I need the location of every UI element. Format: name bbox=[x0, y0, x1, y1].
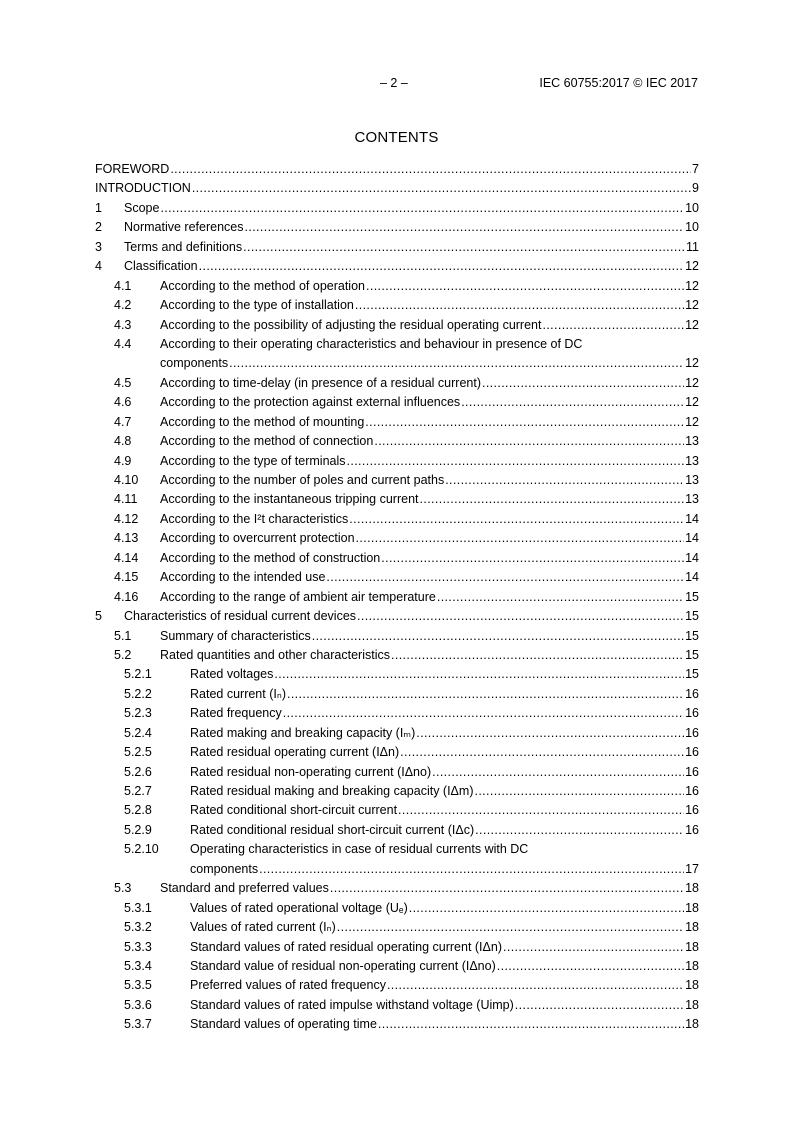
toc-entry-page: 16 bbox=[685, 745, 699, 760]
toc-entry-page: 15 bbox=[685, 628, 699, 643]
toc-entry-title: Normative references bbox=[124, 220, 244, 235]
toc-entry-number: 4.7 bbox=[114, 414, 132, 429]
dot-leader bbox=[312, 627, 684, 646]
toc-entry[interactable] bbox=[95, 277, 699, 296]
toc-entry[interactable] bbox=[95, 646, 699, 665]
dot-leader bbox=[437, 588, 684, 607]
toc-entry-title: Rated residual non-operating current (IΔno) bbox=[190, 764, 432, 779]
toc-entry-title: Preferred values of rated frequency bbox=[190, 978, 386, 993]
toc-entry-title: Rated quantities and other characteristics bbox=[160, 647, 390, 662]
toc-entry-number: 3 bbox=[95, 239, 102, 254]
toc-entry-number: 4.13 bbox=[114, 531, 139, 546]
toc-entry[interactable] bbox=[95, 432, 699, 451]
page-header bbox=[95, 76, 698, 92]
toc-entry-number: 4.14 bbox=[114, 550, 139, 565]
toc-entry-page: 12 bbox=[685, 278, 699, 293]
toc-entry[interactable] bbox=[95, 899, 699, 918]
toc-entry-title: According to the I²t characteristics bbox=[160, 511, 349, 526]
toc-entry-number: 4.2 bbox=[114, 298, 132, 313]
toc-entry-page: 12 bbox=[685, 259, 699, 274]
toc-entry-title: According to time-delay (in presence of a residual current) bbox=[160, 375, 481, 390]
toc-entry-page: 13 bbox=[685, 473, 699, 488]
toc-entry-title: According to the possibility of adjusting the residual operating current bbox=[160, 317, 542, 332]
toc-entry-title: According to the instantaneous tripping current bbox=[160, 492, 419, 507]
toc-entry-title: Rated current (Iₙ) bbox=[190, 686, 286, 701]
toc-entry-title: According to the type of terminals bbox=[160, 453, 346, 468]
toc-entry-title: According to the protection against external influences bbox=[160, 395, 461, 410]
dot-leader bbox=[515, 996, 684, 1015]
toc-entry-page: 12 bbox=[685, 317, 699, 332]
dot-leader bbox=[378, 1015, 684, 1034]
toc-entry-page: 16 bbox=[685, 706, 699, 721]
toc-entry-number: 4.6 bbox=[114, 395, 132, 410]
toc-entry-number: 5.2.3 bbox=[124, 706, 152, 721]
dot-leader bbox=[366, 277, 684, 296]
toc-entry-title: Standard values of rated impulse withstand voltage (Uimp) bbox=[190, 997, 514, 1012]
toc-entry-number: 4.8 bbox=[114, 434, 132, 449]
dot-leader bbox=[199, 257, 684, 276]
dot-leader bbox=[420, 490, 685, 509]
toc-entry-title: Standard values of operating time bbox=[190, 1017, 377, 1032]
toc-entry-title: Rated residual making and breaking capacity (IΔm) bbox=[190, 784, 474, 799]
toc-entry-page: 16 bbox=[685, 822, 699, 837]
table-of-contents bbox=[95, 160, 699, 1035]
toc-entry-number: 5.2.7 bbox=[124, 784, 152, 799]
dot-leader bbox=[283, 704, 684, 723]
toc-entry-number: 5.3.1 bbox=[124, 900, 152, 915]
toc-entry[interactable] bbox=[95, 316, 699, 335]
dot-leader bbox=[482, 374, 684, 393]
dot-leader bbox=[357, 607, 684, 626]
dot-leader bbox=[170, 160, 691, 179]
toc-entry-title: components bbox=[160, 356, 229, 371]
toc-entry-title: According to the method of construction bbox=[160, 550, 381, 565]
dot-leader bbox=[445, 471, 684, 490]
toc-entry[interactable] bbox=[95, 179, 699, 198]
toc-entry[interactable] bbox=[95, 976, 699, 995]
toc-entry-page: 12 bbox=[685, 356, 699, 371]
toc-entry[interactable] bbox=[95, 1015, 699, 1034]
toc-entry-title: Terms and definitions bbox=[124, 239, 243, 254]
dot-leader bbox=[474, 782, 684, 801]
toc-entry-page: 18 bbox=[685, 978, 699, 993]
toc-entry-number: 5.2.2 bbox=[124, 686, 152, 701]
toc-entry[interactable] bbox=[95, 782, 699, 801]
toc-entry-title: According to the type of installation bbox=[160, 298, 354, 313]
toc-entry-number: 5.1 bbox=[114, 628, 132, 643]
toc-entry[interactable] bbox=[95, 588, 699, 607]
toc-entry-page: 14 bbox=[685, 570, 699, 585]
toc-entry-number: 5.2 bbox=[114, 647, 132, 662]
dot-leader bbox=[398, 801, 684, 820]
toc-entry[interactable] bbox=[95, 471, 699, 490]
toc-entry[interactable] bbox=[95, 393, 699, 412]
dot-leader bbox=[542, 316, 684, 335]
toc-entry[interactable] bbox=[95, 801, 699, 820]
dot-leader bbox=[374, 432, 684, 451]
dot-leader bbox=[287, 685, 684, 704]
toc-entry-number: 4.3 bbox=[114, 317, 132, 332]
toc-entry-page: 18 bbox=[685, 958, 699, 973]
toc-entry-number: 4.10 bbox=[114, 473, 139, 488]
dot-leader bbox=[245, 218, 685, 237]
toc-entry-number: 4.11 bbox=[114, 492, 138, 507]
toc-entry-number: 5.2.10 bbox=[124, 842, 159, 857]
toc-entry-title: According to the method of connection bbox=[160, 434, 374, 449]
toc-entry-title: Rated conditional residual short-circuit current (IΔc) bbox=[190, 822, 475, 837]
toc-entry-page: 16 bbox=[685, 725, 699, 740]
toc-entry-page: 15 bbox=[685, 609, 699, 624]
toc-entry-page: 18 bbox=[685, 1017, 699, 1032]
dot-leader bbox=[337, 918, 684, 937]
toc-entry-number: 4.9 bbox=[114, 453, 132, 468]
toc-entry[interactable] bbox=[95, 607, 699, 626]
dot-leader bbox=[355, 296, 684, 315]
dot-leader bbox=[365, 413, 684, 432]
toc-entry-title: Standard value of residual non-operating current (IΔno) bbox=[190, 958, 496, 973]
toc-entry-number: 4.15 bbox=[114, 570, 139, 585]
toc-entry[interactable] bbox=[95, 685, 699, 704]
dot-leader bbox=[475, 821, 684, 840]
toc-entry-page: 17 bbox=[685, 861, 699, 876]
toc-entry-page: 16 bbox=[685, 803, 699, 818]
toc-entry[interactable] bbox=[95, 743, 699, 762]
toc-entry[interactable] bbox=[95, 549, 699, 568]
toc-entry-page: 13 bbox=[685, 434, 699, 449]
toc-entry-page: 7 bbox=[692, 162, 699, 176]
toc-entry-title: According to the number of poles and current paths bbox=[160, 473, 445, 488]
toc-entry-title: INTRODUCTION bbox=[95, 181, 191, 196]
toc-entry[interactable] bbox=[95, 996, 699, 1015]
toc-entry-page: 12 bbox=[685, 298, 699, 313]
dot-leader bbox=[409, 899, 684, 918]
toc-entry-title: Standard values of rated residual operating current (IΔn) bbox=[190, 939, 502, 954]
page-number: – 2 – bbox=[380, 76, 408, 90]
toc-entry-page: 12 bbox=[685, 395, 699, 410]
toc-entry-page: 15 bbox=[685, 667, 699, 682]
dot-leader bbox=[381, 549, 684, 568]
dot-leader bbox=[330, 879, 684, 898]
toc-entry[interactable] bbox=[95, 490, 699, 509]
dot-leader bbox=[274, 665, 684, 684]
toc-entry-number: 5.2.8 bbox=[124, 803, 152, 818]
dot-leader bbox=[503, 938, 684, 957]
toc-entry-number: 4.1 bbox=[114, 278, 132, 293]
dot-leader bbox=[387, 976, 684, 995]
toc-entry[interactable] bbox=[95, 199, 699, 218]
toc-entry-title: Rated frequency bbox=[190, 706, 282, 721]
toc-entry-number: 5 bbox=[95, 609, 102, 624]
toc-entry-number: 5.3.2 bbox=[124, 920, 152, 935]
toc-entry-title: According to their operating characteristics and behaviour in presence of DC bbox=[160, 336, 583, 351]
toc-entry-page: 18 bbox=[685, 900, 699, 915]
toc-entry-title: Values of rated operational voltage (Uₑ) bbox=[190, 900, 408, 915]
dot-leader bbox=[416, 724, 684, 743]
toc-entry-number: 4.5 bbox=[114, 375, 132, 390]
toc-entry-page: 12 bbox=[685, 375, 699, 390]
dot-leader bbox=[432, 763, 684, 782]
toc-entry-title: components bbox=[190, 861, 259, 876]
toc-entry[interactable] bbox=[95, 821, 699, 840]
toc-entry-title: Characteristics of residual current devices bbox=[124, 609, 357, 624]
toc-entry-number: 5.2.5 bbox=[124, 745, 152, 760]
dot-leader bbox=[400, 743, 684, 762]
toc-entry-page: 13 bbox=[685, 492, 699, 507]
dot-leader bbox=[497, 957, 684, 976]
dot-leader bbox=[259, 860, 684, 879]
toc-entry[interactable] bbox=[95, 763, 699, 782]
dot-leader bbox=[326, 568, 684, 587]
toc-entry-number: 5.3.6 bbox=[124, 997, 152, 1012]
toc-entry-page: 10 bbox=[685, 200, 699, 215]
dot-leader bbox=[349, 510, 684, 529]
dot-leader bbox=[356, 529, 685, 548]
toc-entry-number: 4.12 bbox=[114, 511, 139, 526]
toc-entry-title: Values of rated current (Iₙ) bbox=[190, 920, 336, 935]
toc-entry[interactable] bbox=[95, 160, 699, 179]
toc-entry-number: 4.16 bbox=[114, 589, 139, 604]
toc-entry-title: Rated making and breaking capacity (Iₘ) bbox=[190, 725, 416, 740]
toc-entry-title: According to the intended use bbox=[160, 570, 326, 585]
toc-entry[interactable] bbox=[95, 238, 699, 257]
toc-entry-title: Summary of characteristics bbox=[160, 628, 311, 643]
dot-leader bbox=[229, 354, 684, 373]
toc-entry-title: According to overcurrent protection bbox=[160, 531, 355, 546]
toc-entry-number: 5.3.4 bbox=[124, 958, 152, 973]
dot-leader bbox=[461, 393, 684, 412]
toc-entry[interactable] bbox=[95, 957, 699, 976]
toc-entry-number: 5.2.1 bbox=[124, 667, 152, 682]
toc-entry[interactable] bbox=[95, 374, 699, 393]
toc-entry-page: 12 bbox=[685, 414, 699, 429]
dot-leader bbox=[160, 199, 684, 218]
toc-entry-title: Standard and preferred values bbox=[160, 881, 329, 896]
toc-entry[interactable] bbox=[95, 218, 699, 237]
toc-entry-title: Rated conditional short-circuit current bbox=[190, 803, 398, 818]
toc-entry-page: 11 bbox=[686, 239, 699, 254]
toc-entry-page: 9 bbox=[692, 181, 699, 196]
toc-entry[interactable] bbox=[95, 879, 699, 898]
toc-entry-number: 4.4 bbox=[114, 336, 132, 351]
contents-title: CONTENTS bbox=[354, 129, 439, 146]
toc-entry[interactable] bbox=[95, 627, 699, 646]
dot-leader bbox=[243, 238, 685, 257]
toc-entry-page: 18 bbox=[685, 920, 699, 935]
toc-entry-page: 14 bbox=[685, 511, 699, 526]
toc-entry-number: 2 bbox=[95, 220, 102, 235]
toc-entry-title: According to the method of operation bbox=[160, 278, 365, 293]
toc-entry-number: 5.3.7 bbox=[124, 1017, 152, 1032]
dot-leader bbox=[347, 452, 685, 471]
toc-entry-title: Scope bbox=[124, 200, 160, 215]
toc-entry[interactable] bbox=[95, 918, 699, 937]
toc-entry[interactable] bbox=[95, 938, 699, 957]
toc-entry-title: Rated residual operating current (IΔn) bbox=[190, 745, 400, 760]
toc-entry[interactable] bbox=[95, 452, 699, 471]
toc-entry-page: 18 bbox=[685, 997, 699, 1012]
toc-entry-page: 15 bbox=[685, 647, 699, 662]
toc-entry-page: 16 bbox=[685, 764, 699, 779]
toc-entry[interactable] bbox=[95, 335, 699, 374]
toc-entry-title: Rated voltages bbox=[190, 667, 274, 682]
toc-entry-number: 4 bbox=[95, 259, 102, 274]
toc-entry-title: According to the method of mounting bbox=[160, 414, 365, 429]
toc-entry-page: 18 bbox=[685, 881, 699, 896]
toc-entry-page: 14 bbox=[685, 550, 699, 565]
toc-entry-title: According to the range of ambient air temperature bbox=[160, 589, 436, 604]
toc-entry[interactable] bbox=[95, 413, 699, 432]
toc-entry-page: 16 bbox=[685, 686, 699, 701]
toc-entry-number: 1 bbox=[95, 200, 102, 215]
toc-entry-page: 18 bbox=[685, 939, 699, 954]
toc-entry[interactable] bbox=[95, 510, 699, 529]
toc-entry-page: 15 bbox=[685, 589, 699, 604]
toc-entry[interactable] bbox=[95, 704, 699, 723]
dot-leader bbox=[192, 179, 691, 198]
toc-entry[interactable] bbox=[95, 665, 699, 684]
toc-entry-title: Classification bbox=[124, 259, 198, 274]
toc-entry[interactable] bbox=[95, 568, 699, 587]
toc-entry-number: 5.3 bbox=[114, 881, 132, 896]
toc-entry-number: 5.2.6 bbox=[124, 764, 152, 779]
toc-entry[interactable] bbox=[95, 724, 699, 743]
toc-entry-number: 5.2.4 bbox=[124, 725, 152, 740]
toc-entry-number: 5.3.5 bbox=[124, 978, 152, 993]
toc-entry-number: 5.3.3 bbox=[124, 939, 152, 954]
toc-entry-title: Operating characteristics in case of residual currents with DC bbox=[190, 842, 529, 857]
toc-entry[interactable] bbox=[95, 529, 699, 548]
standard-reference: IEC 60755:2017 © IEC 2017 bbox=[539, 76, 698, 90]
toc-entry-page: 10 bbox=[685, 220, 699, 235]
toc-entry[interactable] bbox=[95, 840, 699, 879]
dot-leader bbox=[391, 646, 684, 665]
toc-entry[interactable] bbox=[95, 257, 699, 276]
toc-entry-title: FOREWORD bbox=[95, 162, 170, 176]
toc-entry-page: 14 bbox=[685, 531, 699, 546]
toc-entry-number: 5.2.9 bbox=[124, 822, 152, 837]
toc-entry-page: 16 bbox=[685, 784, 699, 799]
toc-entry[interactable] bbox=[95, 296, 699, 315]
toc-entry-page: 13 bbox=[685, 453, 699, 468]
